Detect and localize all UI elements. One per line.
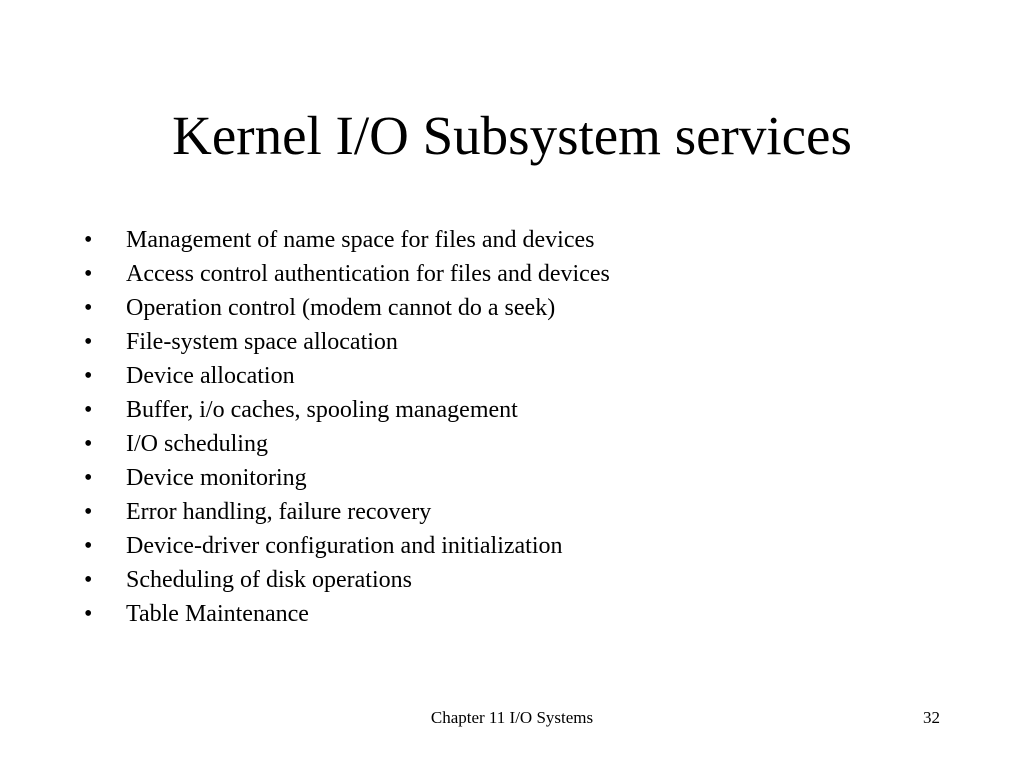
bullet-icon: • <box>84 295 93 321</box>
bullet-text: Access control authentication for files and devices <box>126 261 610 287</box>
bullet-icon: • <box>84 363 93 389</box>
bullet-text: Error handling, failure recovery <box>126 499 432 525</box>
bullet-icon: • <box>84 567 93 593</box>
bullet-text: Device-driver configuration and initialization <box>126 533 563 559</box>
bullet-icon: • <box>84 397 93 423</box>
bullet-text: Buffer, i/o caches, spooling management <box>126 397 518 423</box>
bullet-icon: • <box>84 227 93 253</box>
bullet-icon: • <box>84 601 93 627</box>
bullet-icon: • <box>84 431 93 457</box>
bullet-text: Operation control (modem cannot do a seek) <box>126 295 556 321</box>
bullet-icon: • <box>84 533 93 559</box>
bullet-text: Table Maintenance <box>126 601 309 627</box>
bullet-icon: • <box>84 465 93 491</box>
page-number: 32 <box>923 708 940 727</box>
bullet-text: I/O scheduling <box>126 431 268 457</box>
bullet-icon: • <box>84 329 93 355</box>
bullet-text: File-system space allocation <box>126 329 398 355</box>
bullet-text: Management of name space for files and devices <box>126 227 595 253</box>
bullet-text: Device monitoring <box>126 465 307 491</box>
bullet-icon: • <box>84 261 93 287</box>
slide-title: Kernel I/O Subsystem services <box>172 105 852 166</box>
bullet-text: Scheduling of disk operations <box>126 567 412 593</box>
bullet-icon: • <box>84 499 93 525</box>
footer-chapter: Chapter 11 I/O Systems <box>430 708 594 727</box>
bullet-text: Device allocation <box>126 363 295 389</box>
